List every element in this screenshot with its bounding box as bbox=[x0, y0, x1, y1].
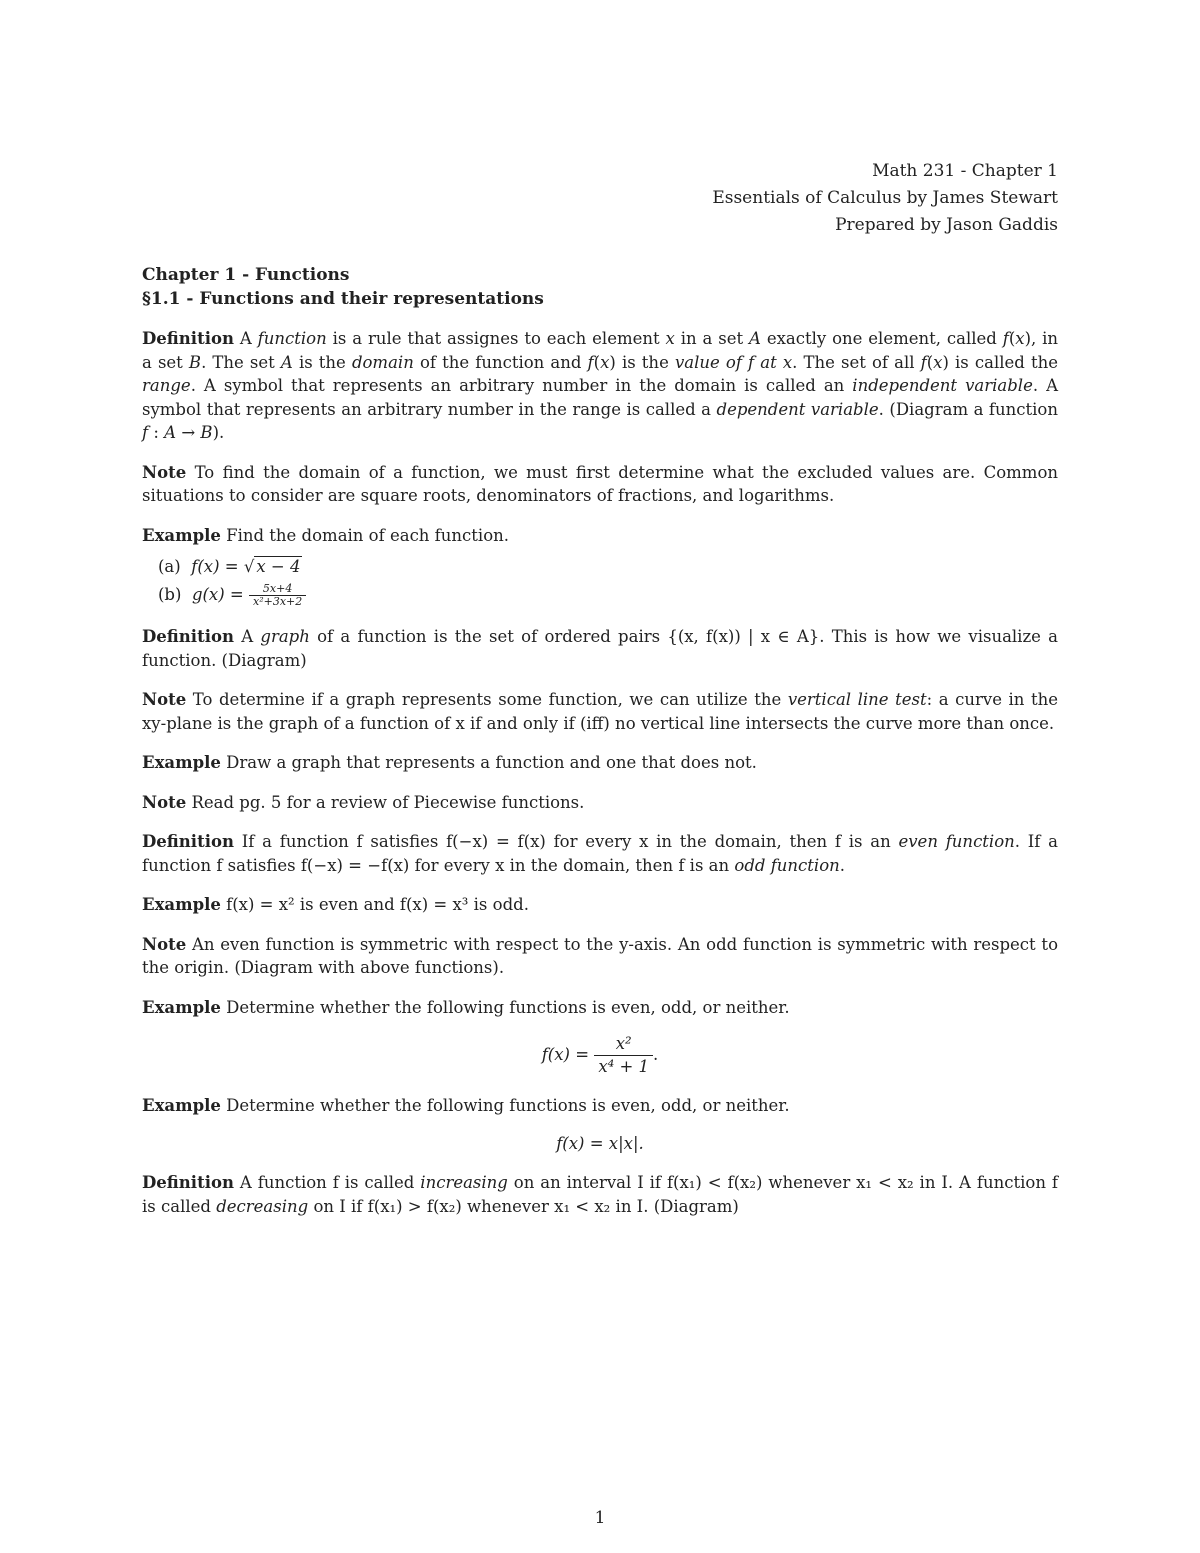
fraction: $\frac{\text{x²}}{\text{x⁴ + 1}}$ bbox=[594, 1033, 653, 1078]
page-number: 1 bbox=[594, 1508, 606, 1528]
example-draw-graph: Example Draw a graph that represents a function and one that does not. bbox=[142, 753, 757, 772]
example-domain: Example Find the domain of each function. (a) f(x) = √ x − 4 (b) g(x) = $\frac{5x+4}{\text{x²+3x+2}}$ bbox=[142, 524, 1058, 610]
list-item: (a) f(x) = √ x − 4 bbox=[158, 557, 301, 576]
equation-2: f(x) = x|x|. bbox=[556, 1133, 644, 1153]
term-odd-function: odd function bbox=[734, 855, 840, 875]
header-book: Essentials of Calculus by James Stewart bbox=[712, 188, 1058, 208]
document-page bbox=[142, 158, 1058, 1218]
definition-graph: Definition A graph of a function is the set of ordered pairs {(x, f(x)) | x ∈ A}. This is how we visualize a function. (Diagram) bbox=[142, 627, 1058, 670]
term-independent-variable: independent variable bbox=[852, 376, 1033, 395]
equation-1: f(x) = $\frac{\text{x²}}{\text{x⁴ + 1}}$ . bbox=[541, 1034, 659, 1076]
term-dependent-variable: dependent variable bbox=[716, 399, 879, 419]
list-item: (b) g(x) = $\frac{5x+4}{\text{x²+3x+2}}$ bbox=[158, 581, 1058, 609]
term-graph: graph bbox=[260, 627, 310, 646]
term-even-function: even function bbox=[898, 832, 1015, 851]
note-vertical-line-test: Note To determine if a graph represents some function, we can utilize the vertical line test: a curve in the xy-plane is the graph of a function of x if and only if (iff) no vertical line intersects the curve more than once. bbox=[142, 690, 1059, 733]
fraction: $\frac{5x+4}{\text{x²+3x+2}}$ bbox=[249, 583, 306, 608]
note-symmetry: Note An even function is symmetric with respect to the y-axis. An odd function is symmetric with respect to the origin. (Diagram with above functions). bbox=[142, 934, 1058, 977]
term-range: range bbox=[142, 376, 191, 395]
chapter-heading bbox=[142, 263, 1058, 311]
header-author: Prepared by Jason Gaddis bbox=[835, 215, 1058, 235]
definition-label: Definition bbox=[142, 329, 234, 348]
term-increasing: increasing bbox=[420, 1173, 508, 1192]
definition-even-odd: Definition If a function f satisfies f(−x) = f(x) for every x in the domain, then f is an even function. If a function f satisfies f(−x) = −f(x) for every x in the domain, then f is an odd function. bbox=[142, 832, 1059, 875]
definition-function: Definition A function is a rule that assignes to each element x in a set A exactly one element, called f(x), in a set B. The set A is the domain of the function and f(x) is the value of f at x. The set of all f(x) is called the range. A symbol that represents an arbitrary number in the domain is called an independent variable. A symbol that represents an arbitrary number in the range is called a dependent variable. (Diagram a function f : A → B). bbox=[142, 329, 1059, 442]
example-determine-2: Example Determine whether the following functions is even, odd, or neither. bbox=[142, 1096, 790, 1115]
example-determine-1: Example Determine whether the following functions is even, odd, or neither. bbox=[142, 997, 790, 1017]
term-value: value of f at x bbox=[674, 352, 793, 372]
example-even-odd: Example f(x) = x² is even and f(x) = x³ is odd. bbox=[142, 895, 529, 914]
document-header bbox=[142, 158, 1058, 239]
note-piecewise: Note Read pg. 5 for a review of Piecewise functions. bbox=[142, 792, 585, 812]
term-function: function bbox=[257, 329, 327, 348]
example-list bbox=[158, 553, 1058, 609]
chapter-title: Chapter 1 - Functions bbox=[142, 265, 350, 285]
term-vertical-line-test: vertical line test bbox=[787, 690, 927, 709]
note-domain: Note To find the domain of a function, we must first determine what the excluded values are. Common situations to consider are square roots, denominators of fractions, and logarithms. bbox=[142, 462, 1059, 505]
term-domain: domain bbox=[351, 352, 414, 372]
definition-increasing-decreasing: Definition A function f is called increasing on an interval I if f(x₁) < f(x₂) whenever x₁ < x₂ in I. A function f is called decreasing on I if f(x₁) > f(x₂) whenever x₁ < x₂ in I. (Diagram) bbox=[142, 1173, 1058, 1216]
section-title: §1.1 - Functions and their representations bbox=[142, 289, 544, 309]
term-decreasing: decreasing bbox=[216, 1196, 309, 1216]
header-course: Math 231 - Chapter 1 bbox=[872, 161, 1058, 181]
